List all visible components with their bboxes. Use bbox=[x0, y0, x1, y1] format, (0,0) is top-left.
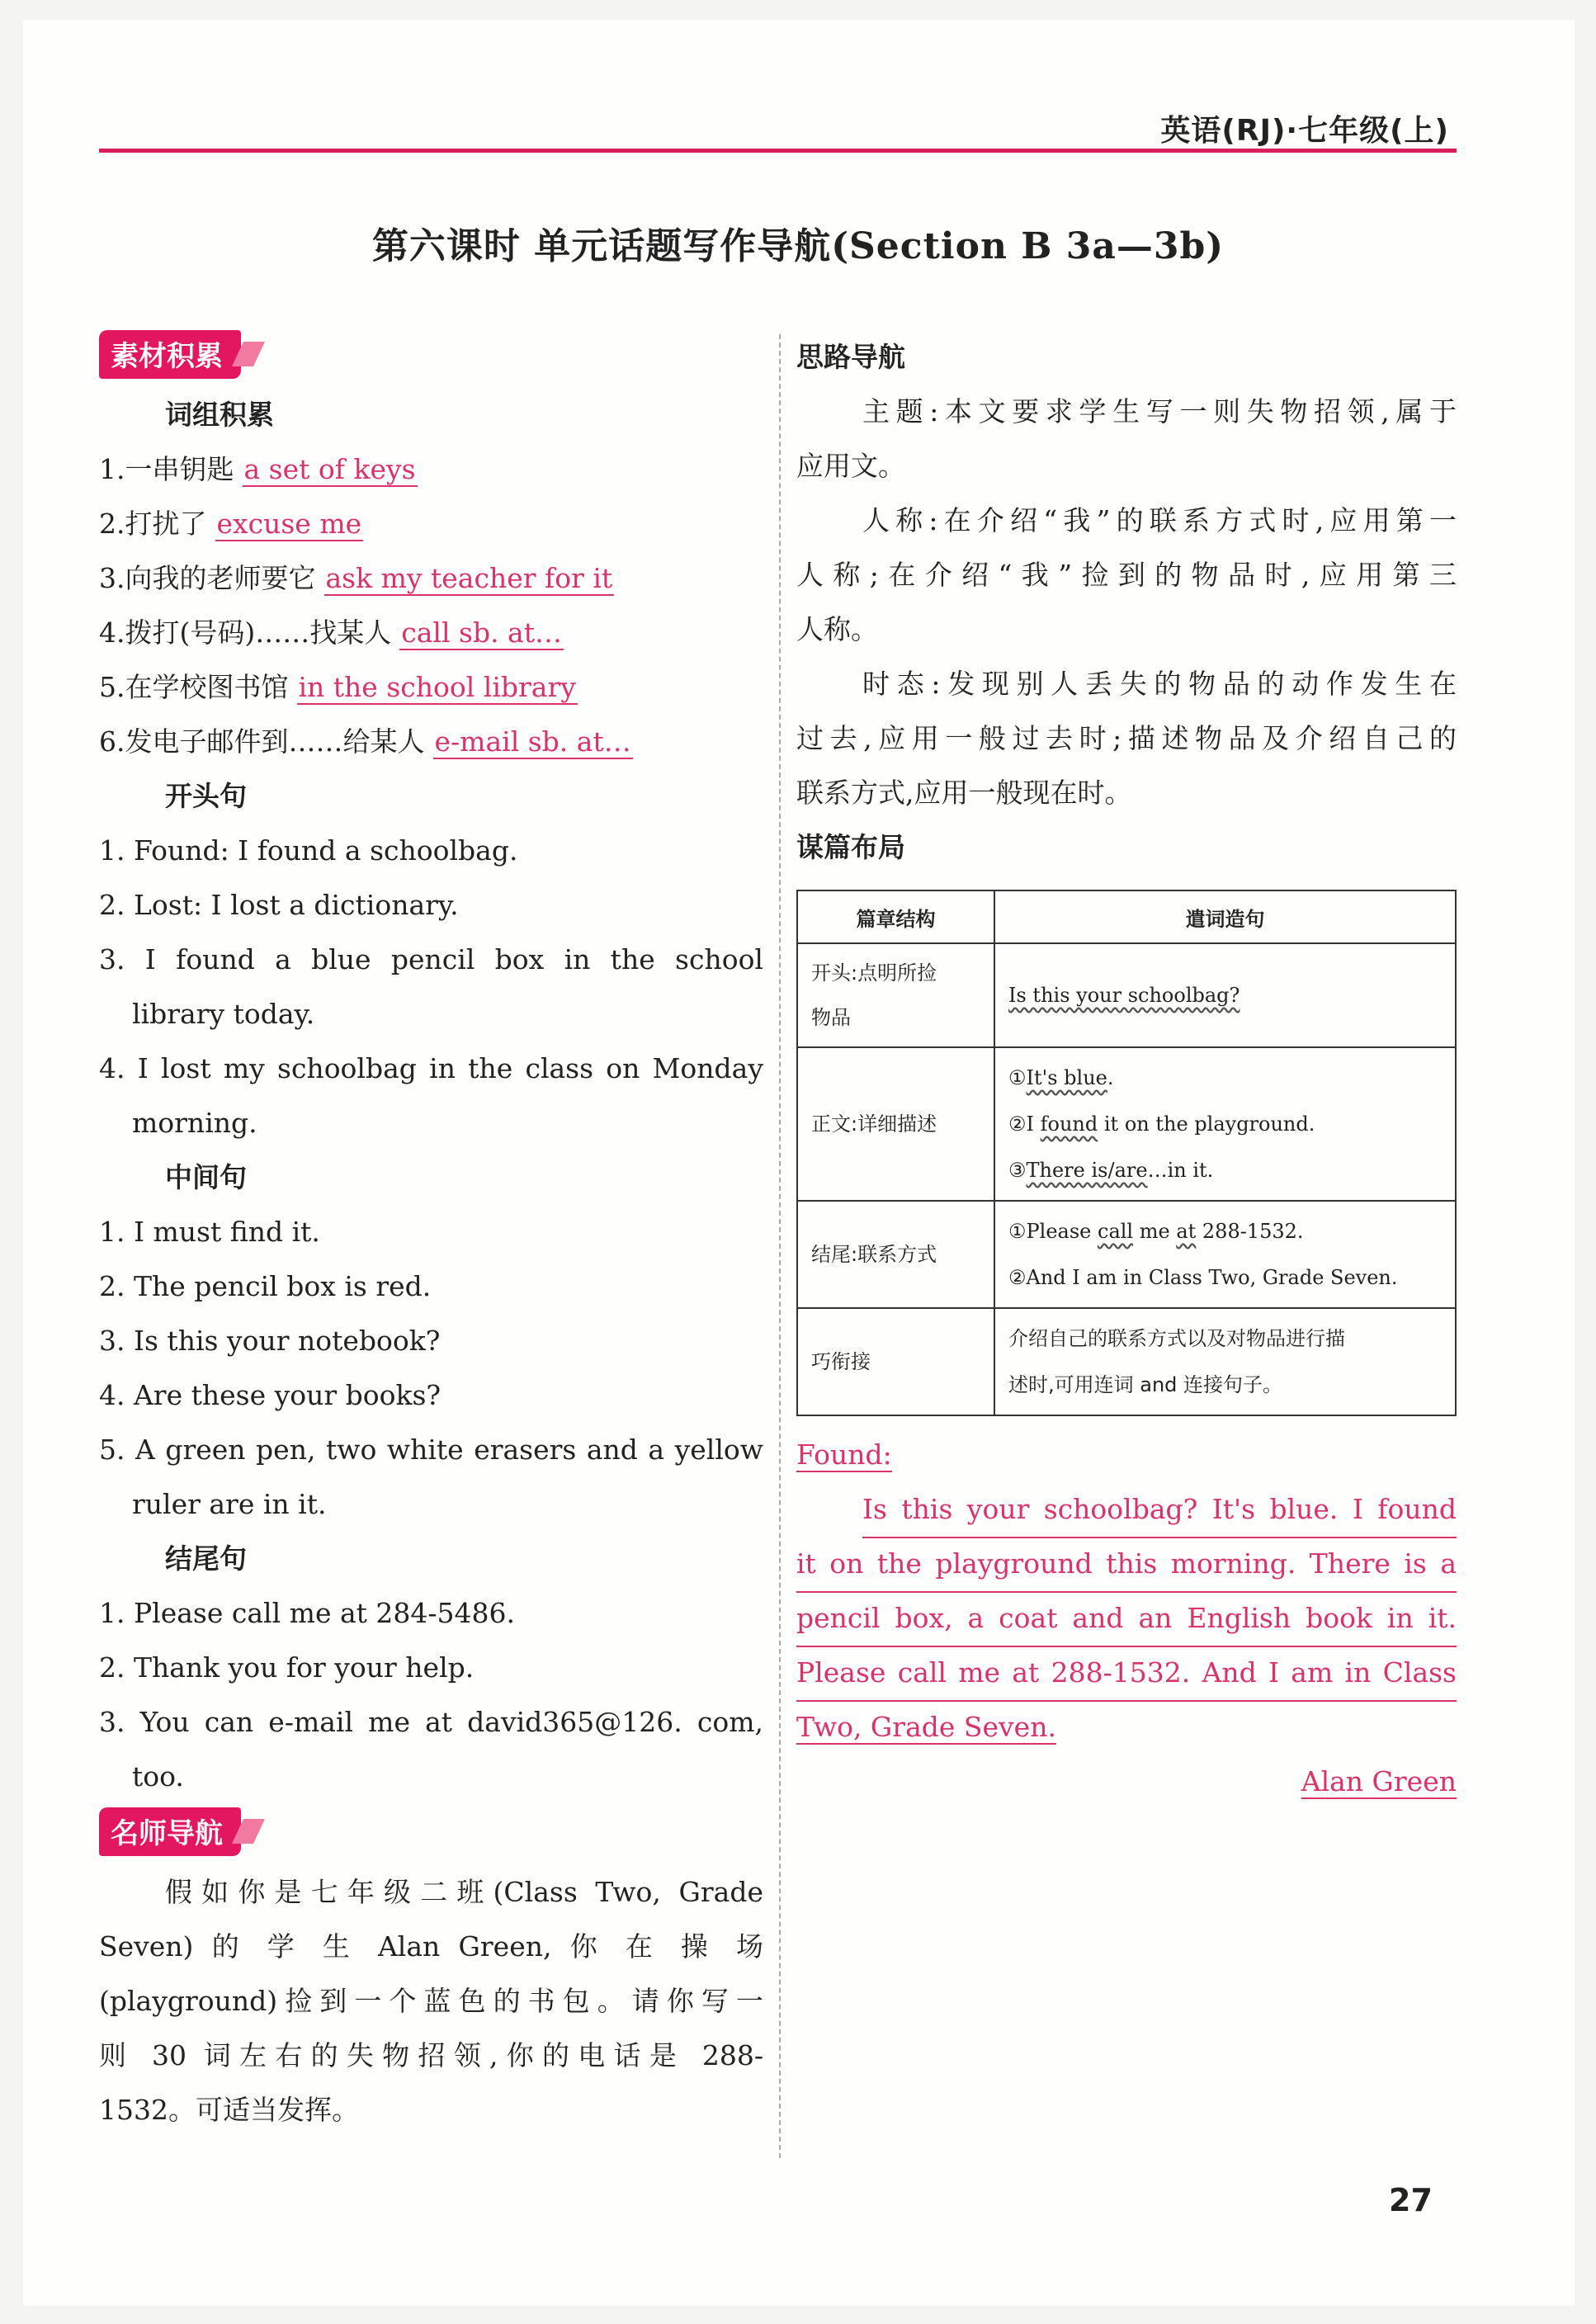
middle-heading: 中间句 bbox=[165, 1161, 247, 1193]
left-column bbox=[99, 330, 763, 2137]
essay-line: Please call me at 288-1532. And I am in Class bbox=[796, 1646, 1457, 1700]
opening-sentence: 2. Lost: I lost a dictionary. bbox=[99, 889, 459, 921]
phrase-answer: excuse me bbox=[216, 508, 362, 540]
ending-sentence: 2. Thank you for your help. bbox=[99, 1651, 475, 1684]
table-col-structure: 篇章结构 bbox=[797, 890, 994, 943]
header-rule bbox=[99, 149, 1457, 153]
lesson-title: 第六课时 单元话题写作导航(Section B 3a—3b) bbox=[371, 225, 1225, 267]
opening-sentence: 4. I lost my schoolbag in the class on Monday bbox=[99, 1052, 763, 1084]
table-row bbox=[797, 1047, 1456, 1201]
task-line: (playground)捡到一个蓝色的书包。请你写一 bbox=[99, 1985, 763, 2017]
row-label: 正文:详细描述 bbox=[797, 1047, 994, 1201]
thinking-line: 主题:本文要求学生写一则失物招领,属于 bbox=[862, 395, 1457, 427]
essay-line: it on the playground this morning. There is a bbox=[796, 1537, 1457, 1591]
layout-table bbox=[796, 890, 1457, 1416]
essay-line: pencil box, a coat and an English book in it. bbox=[796, 1591, 1457, 1646]
row-label: 巧衔接 bbox=[797, 1308, 994, 1415]
endings-heading: 结尾句 bbox=[165, 1542, 247, 1575]
middle-sentence: 2. The pencil box is red. bbox=[99, 1270, 432, 1302]
middle-sentence: 3. Is this your notebook? bbox=[99, 1325, 441, 1357]
thinking-line: 人称:在介绍“我”的联系方式时,应用第一 bbox=[862, 504, 1457, 536]
row-label: 开头:点明所捡 物品 bbox=[797, 943, 994, 1047]
middle-sentence: 5. A green pen, two white erasers and a yellow bbox=[99, 1434, 763, 1466]
page-number: 27 bbox=[1389, 2182, 1433, 2218]
table-row bbox=[797, 943, 1456, 1047]
ending-sentence: 1. Please call me at 284-5486. bbox=[99, 1597, 515, 1629]
phrase-answer: call sb. at… bbox=[401, 616, 562, 649]
ending-sentence-cont: too. bbox=[132, 1760, 184, 1793]
phrase-answer: a set of keys bbox=[243, 453, 416, 485]
thinking-line: 时态:发现别人丢失的物品的动作发生在 bbox=[862, 668, 1457, 700]
phrase-item: 3.向我的老师要它 ask my teacher for it bbox=[99, 562, 613, 594]
thinking-line: 人称;在介绍“我”捡到的物品时,应用第三 bbox=[796, 559, 1457, 591]
task-line: 则 30 词左右的失物招领,你的电话是 288- bbox=[99, 2039, 763, 2071]
row-content: ①Please call me at 288-1532. ②And I am in Class Two, Grade Seven. bbox=[994, 1201, 1456, 1308]
material-badge: 素材积累 bbox=[99, 330, 241, 379]
row-content: ①It's blue. ②I found it on the playground. ③There is/are…in it. bbox=[994, 1047, 1456, 1201]
thinking-line: 过去,应用一般过去时;描述物品及介绍自己的 bbox=[796, 722, 1457, 754]
table-row bbox=[797, 1201, 1456, 1308]
essay-signature: Alan Green bbox=[1301, 1765, 1457, 1797]
middle-sentence: 1. I must find it. bbox=[99, 1216, 320, 1248]
header-subject: 英语(RJ)·七年级(上) bbox=[1160, 114, 1449, 148]
opening-sentence-cont: morning. bbox=[132, 1107, 257, 1139]
row-content: 介绍自己的联系方式以及对物品进行描 述时,可用连词 and 连接句子。 bbox=[994, 1308, 1456, 1415]
row-label: 结尾:联系方式 bbox=[797, 1201, 994, 1308]
thinking-heading: 思路导航 bbox=[796, 341, 905, 373]
table-header-row bbox=[797, 890, 1456, 943]
task-line: 假如你是七年级二班(Class Two, Grade bbox=[165, 1876, 763, 1908]
phrase-item: 6.发电子邮件到……给某人 e-mail sb. at… bbox=[99, 725, 631, 758]
teacher-badge: 名师导航 bbox=[99, 1807, 241, 1856]
middle-sentence: 4. Are these your books? bbox=[99, 1379, 441, 1411]
essay-line: Is this your schoolbag? It's blue. I found bbox=[796, 1482, 1457, 1537]
layout-heading: 谋篇布局 bbox=[796, 831, 905, 863]
ending-sentence: 3. You can e-mail me at david365@126. com, bbox=[99, 1706, 763, 1738]
essay-heading: Found: bbox=[796, 1438, 892, 1471]
phrase-item: 1.一串钥匙 a set of keys bbox=[99, 453, 416, 485]
table-row bbox=[797, 1308, 1456, 1415]
phrase-answer: ask my teacher for it bbox=[325, 562, 613, 594]
opening-sentence-cont: library today. bbox=[132, 998, 315, 1030]
phrases-heading: 词组积累 bbox=[165, 399, 274, 431]
thinking-line: 人称。 bbox=[796, 613, 878, 645]
thinking-line: 应用文。 bbox=[796, 450, 905, 482]
task-line: Seven) 的 学 生 Alan Green, 你 在 操 场 bbox=[99, 1930, 763, 1963]
right-column bbox=[796, 330, 1457, 1809]
table-col-wording: 遣词造句 bbox=[994, 890, 1456, 943]
phrase-item: 4.拨打(号码)……找某人 call sb. at… bbox=[99, 616, 562, 649]
phrase-item: 5.在学校图书馆 in the school library bbox=[99, 671, 576, 703]
phrase-answer: e-mail sb. at… bbox=[434, 725, 631, 758]
essay-line: Two, Grade Seven. bbox=[796, 1711, 1056, 1743]
row-content: Is this your schoolbag? bbox=[994, 943, 1456, 1047]
thinking-line: 联系方式,应用一般现在时。 bbox=[796, 777, 1132, 809]
opening-sentence: 3. I found a blue pencil box in the school bbox=[99, 943, 763, 975]
task-line: 1532。可适当发挥。 bbox=[99, 2094, 359, 2126]
column-divider bbox=[779, 334, 781, 2158]
middle-sentence-cont: ruler are in it. bbox=[132, 1488, 327, 1520]
material-badge-row bbox=[99, 330, 763, 388]
teacher-badge-row bbox=[99, 1804, 763, 1865]
opening-sentence: 1. Found: I found a schoolbag. bbox=[99, 834, 518, 867]
openings-heading: 开头句 bbox=[165, 780, 247, 812]
phrase-answer: in the school library bbox=[298, 671, 576, 703]
phrase-item: 2.打扰了 excuse me bbox=[99, 508, 362, 540]
